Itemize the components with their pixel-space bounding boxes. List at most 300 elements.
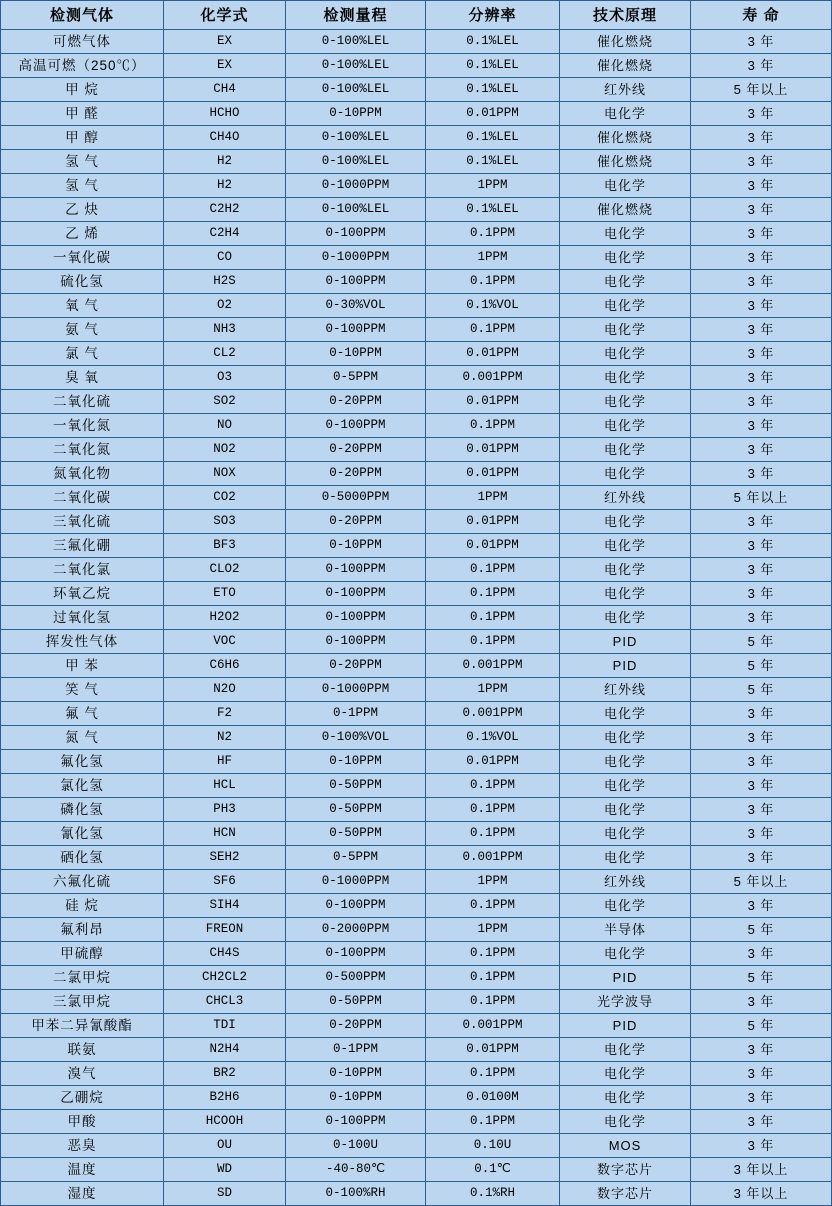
cell-range: 0-100PPM xyxy=(286,318,426,342)
table-row xyxy=(1,366,832,390)
cell-gas-name: 甲苯二异氰酸酯 xyxy=(1,1014,164,1038)
cell-lifespan: 3 年 xyxy=(691,726,832,750)
cell-resolution: 0.01PPM xyxy=(426,102,560,126)
table-row xyxy=(1,342,832,366)
cell-range: -40-80℃ xyxy=(286,1158,426,1182)
cell-gas-name: 氢 气 xyxy=(1,150,164,174)
cell-gas-name: 氟 气 xyxy=(1,702,164,726)
cell-formula: VOC xyxy=(164,630,286,654)
cell-range: 0-100PPM xyxy=(286,270,426,294)
cell-gas-name: 甲 醛 xyxy=(1,102,164,126)
cell-range: 0-100PPM xyxy=(286,606,426,630)
cell-gas-name: 甲硫醇 xyxy=(1,942,164,966)
cell-resolution: 0.1%LEL xyxy=(426,150,560,174)
table-row xyxy=(1,798,832,822)
cell-lifespan: 3 年 xyxy=(691,990,832,1014)
cell-formula: CH4S xyxy=(164,942,286,966)
cell-formula: WD xyxy=(164,1158,286,1182)
cell-lifespan: 3 年 xyxy=(691,318,832,342)
cell-lifespan: 3 年 xyxy=(691,798,832,822)
cell-principle: 电化学 xyxy=(560,438,691,462)
cell-formula: BR2 xyxy=(164,1062,286,1086)
cell-formula: SO2 xyxy=(164,390,286,414)
cell-gas-name: 笑 气 xyxy=(1,678,164,702)
cell-resolution: 1PPM xyxy=(426,918,560,942)
cell-principle: 红外线 xyxy=(560,486,691,510)
cell-formula: CH4O xyxy=(164,126,286,150)
cell-principle: 电化学 xyxy=(560,798,691,822)
cell-principle: 数字芯片 xyxy=(560,1182,691,1206)
cell-principle: 催化燃烧 xyxy=(560,150,691,174)
cell-resolution: 0.1PPM xyxy=(426,966,560,990)
cell-lifespan: 3 年 xyxy=(691,582,832,606)
cell-lifespan: 3 年 xyxy=(691,1062,832,1086)
cell-range: 0-100%VOL xyxy=(286,726,426,750)
table-row xyxy=(1,1110,832,1134)
table-row xyxy=(1,54,832,78)
cell-formula: SIH4 xyxy=(164,894,286,918)
cell-gas-name: 乙硼烷 xyxy=(1,1086,164,1110)
cell-formula: EX xyxy=(164,54,286,78)
cell-range: 0-50PPM xyxy=(286,822,426,846)
cell-range: 0-50PPM xyxy=(286,798,426,822)
table-row xyxy=(1,654,832,678)
column-header-formula: 化学式 xyxy=(164,1,286,30)
cell-formula: FREON xyxy=(164,918,286,942)
table-row xyxy=(1,294,832,318)
cell-formula: H2 xyxy=(164,174,286,198)
cell-resolution: 1PPM xyxy=(426,678,560,702)
cell-principle: 红外线 xyxy=(560,870,691,894)
cell-lifespan: 5 年 xyxy=(691,678,832,702)
cell-principle: 催化燃烧 xyxy=(560,198,691,222)
cell-gas-name: 氯化氢 xyxy=(1,774,164,798)
cell-gas-name: 氟利昂 xyxy=(1,918,164,942)
cell-lifespan: 3 年 xyxy=(691,222,832,246)
cell-resolution: 0.01PPM xyxy=(426,1038,560,1062)
cell-formula: HCN xyxy=(164,822,286,846)
cell-principle: 电化学 xyxy=(560,726,691,750)
cell-resolution: 0.01PPM xyxy=(426,462,560,486)
table-row xyxy=(1,270,832,294)
cell-lifespan: 3 年以上 xyxy=(691,1158,832,1182)
cell-gas-name: 甲 醇 xyxy=(1,126,164,150)
table-row xyxy=(1,414,832,438)
cell-resolution: 0.1%LEL xyxy=(426,126,560,150)
cell-gas-name: 氰化氢 xyxy=(1,822,164,846)
cell-resolution: 0.0100M xyxy=(426,1086,560,1110)
cell-formula: C6H6 xyxy=(164,654,286,678)
cell-lifespan: 3 年 xyxy=(691,246,832,270)
cell-lifespan: 3 年 xyxy=(691,126,832,150)
cell-range: 0-100%LEL xyxy=(286,150,426,174)
table-row xyxy=(1,126,832,150)
cell-formula: H2 xyxy=(164,150,286,174)
cell-range: 0-20PPM xyxy=(286,462,426,486)
cell-formula: TDI xyxy=(164,1014,286,1038)
cell-formula: C2H2 xyxy=(164,198,286,222)
cell-range: 0-1000PPM xyxy=(286,678,426,702)
cell-formula: SEH2 xyxy=(164,846,286,870)
cell-lifespan: 3 年 xyxy=(691,1086,832,1110)
cell-resolution: 0.1PPM xyxy=(426,990,560,1014)
cell-range: 0-20PPM xyxy=(286,438,426,462)
cell-principle: 电化学 xyxy=(560,246,691,270)
cell-principle: 电化学 xyxy=(560,174,691,198)
cell-gas-name: 二氧化氮 xyxy=(1,438,164,462)
cell-formula: EX xyxy=(164,30,286,54)
cell-principle: 半导体 xyxy=(560,918,691,942)
table-row xyxy=(1,702,832,726)
cell-lifespan: 3 年 xyxy=(691,774,832,798)
cell-lifespan: 3 年 xyxy=(691,438,832,462)
cell-lifespan: 3 年 xyxy=(691,102,832,126)
cell-resolution: 0.01PPM xyxy=(426,342,560,366)
cell-principle: 电化学 xyxy=(560,534,691,558)
table-row xyxy=(1,1134,832,1158)
cell-principle: 电化学 xyxy=(560,1038,691,1062)
cell-resolution: 0.1%LEL xyxy=(426,78,560,102)
cell-gas-name: 甲 苯 xyxy=(1,654,164,678)
cell-formula: HF xyxy=(164,750,286,774)
cell-gas-name: 环氧乙烷 xyxy=(1,582,164,606)
cell-resolution: 0.001PPM xyxy=(426,1014,560,1038)
table-row xyxy=(1,942,832,966)
cell-range: 0-20PPM xyxy=(286,654,426,678)
cell-formula: NOX xyxy=(164,462,286,486)
cell-gas-name: 二氯甲烷 xyxy=(1,966,164,990)
cell-formula: CHCL3 xyxy=(164,990,286,1014)
cell-lifespan: 3 年以上 xyxy=(691,1182,832,1206)
cell-range: 0-10PPM xyxy=(286,1086,426,1110)
cell-principle: 电化学 xyxy=(560,366,691,390)
cell-resolution: 0.1PPM xyxy=(426,558,560,582)
table-row xyxy=(1,1158,832,1182)
cell-resolution: 0.1PPM xyxy=(426,414,560,438)
cell-gas-name: 氮氧化物 xyxy=(1,462,164,486)
cell-principle: 电化学 xyxy=(560,222,691,246)
cell-formula: N2 xyxy=(164,726,286,750)
cell-formula: CH2CL2 xyxy=(164,966,286,990)
cell-formula: F2 xyxy=(164,702,286,726)
cell-range: 0-1PPM xyxy=(286,1038,426,1062)
cell-range: 0-1000PPM xyxy=(286,870,426,894)
cell-lifespan: 3 年 xyxy=(691,1038,832,1062)
table-row xyxy=(1,1062,832,1086)
cell-lifespan: 3 年 xyxy=(691,822,832,846)
table-row xyxy=(1,78,832,102)
cell-principle: 电化学 xyxy=(560,774,691,798)
cell-resolution: 1PPM xyxy=(426,174,560,198)
cell-range: 0-20PPM xyxy=(286,510,426,534)
table-row xyxy=(1,318,832,342)
cell-lifespan: 3 年 xyxy=(691,294,832,318)
cell-formula: C2H4 xyxy=(164,222,286,246)
cell-gas-name: 联氨 xyxy=(1,1038,164,1062)
cell-gas-name: 硫化氢 xyxy=(1,270,164,294)
cell-lifespan: 3 年 xyxy=(691,414,832,438)
table-row xyxy=(1,462,832,486)
cell-resolution: 0.1PPM xyxy=(426,798,560,822)
cell-principle: 催化燃烧 xyxy=(560,126,691,150)
cell-gas-name: 三氧化硫 xyxy=(1,510,164,534)
cell-lifespan: 3 年 xyxy=(691,534,832,558)
cell-resolution: 0.01PPM xyxy=(426,534,560,558)
cell-principle: 红外线 xyxy=(560,678,691,702)
column-header-lifespan: 寿 命 xyxy=(691,1,832,30)
table-row xyxy=(1,150,832,174)
cell-resolution: 0.001PPM xyxy=(426,846,560,870)
cell-principle: 电化学 xyxy=(560,342,691,366)
cell-lifespan: 5 年以上 xyxy=(691,78,832,102)
cell-lifespan: 5 年 xyxy=(691,654,832,678)
table-row xyxy=(1,918,832,942)
cell-formula: N2H4 xyxy=(164,1038,286,1062)
table-row xyxy=(1,606,832,630)
cell-resolution: 0.1PPM xyxy=(426,1062,560,1086)
cell-gas-name: 挥发性气体 xyxy=(1,630,164,654)
cell-range: 0-50PPM xyxy=(286,774,426,798)
table-row xyxy=(1,1014,832,1038)
cell-range: 0-100PPM xyxy=(286,558,426,582)
cell-range: 0-5000PPM xyxy=(286,486,426,510)
cell-range: 0-100%LEL xyxy=(286,198,426,222)
table-row xyxy=(1,534,832,558)
cell-formula: O2 xyxy=(164,294,286,318)
cell-lifespan: 3 年 xyxy=(691,198,832,222)
cell-lifespan: 3 年 xyxy=(691,30,832,54)
cell-principle: 红外线 xyxy=(560,78,691,102)
cell-range: 0-100PPM xyxy=(286,222,426,246)
cell-gas-name: 乙 烯 xyxy=(1,222,164,246)
table-row xyxy=(1,774,832,798)
cell-lifespan: 3 年 xyxy=(691,462,832,486)
cell-gas-name: 氯 气 xyxy=(1,342,164,366)
cell-formula: CO2 xyxy=(164,486,286,510)
cell-range: 0-100%LEL xyxy=(286,54,426,78)
cell-resolution: 0.1%RH xyxy=(426,1182,560,1206)
cell-resolution: 0.01PPM xyxy=(426,510,560,534)
cell-lifespan: 3 年 xyxy=(691,606,832,630)
table-row xyxy=(1,846,832,870)
table-row xyxy=(1,390,832,414)
cell-range: 0-100PPM xyxy=(286,942,426,966)
table-row xyxy=(1,222,832,246)
cell-lifespan: 3 年 xyxy=(691,510,832,534)
cell-range: 0-10PPM xyxy=(286,102,426,126)
cell-lifespan: 3 年 xyxy=(691,1134,832,1158)
cell-range: 0-2000PPM xyxy=(286,918,426,942)
cell-principle: 电化学 xyxy=(560,702,691,726)
table-header-row xyxy=(1,1,832,30)
cell-principle: 电化学 xyxy=(560,606,691,630)
cell-lifespan: 3 年 xyxy=(691,750,832,774)
cell-lifespan: 5 年 xyxy=(691,918,832,942)
table-row xyxy=(1,966,832,990)
cell-formula: BF3 xyxy=(164,534,286,558)
cell-formula: N2O xyxy=(164,678,286,702)
cell-formula: PH3 xyxy=(164,798,286,822)
cell-resolution: 0.001PPM xyxy=(426,654,560,678)
cell-resolution: 0.01PPM xyxy=(426,438,560,462)
table-row xyxy=(1,990,832,1014)
cell-range: 0-50PPM xyxy=(286,990,426,1014)
cell-lifespan: 3 年 xyxy=(691,366,832,390)
column-header-range: 检测量程 xyxy=(286,1,426,30)
cell-lifespan: 3 年 xyxy=(691,702,832,726)
table-row xyxy=(1,246,832,270)
table-row xyxy=(1,750,832,774)
table-row xyxy=(1,198,832,222)
cell-formula: SD xyxy=(164,1182,286,1206)
cell-formula: ETO xyxy=(164,582,286,606)
column-header-principle: 技术原理 xyxy=(560,1,691,30)
cell-principle: 催化燃烧 xyxy=(560,54,691,78)
table-row xyxy=(1,438,832,462)
cell-principle: 催化燃烧 xyxy=(560,30,691,54)
table-row xyxy=(1,30,832,54)
cell-resolution: 0.1PPM xyxy=(426,606,560,630)
cell-resolution: 1PPM xyxy=(426,246,560,270)
cell-gas-name: 六氟化硫 xyxy=(1,870,164,894)
cell-formula: NH3 xyxy=(164,318,286,342)
cell-range: 0-100PPM xyxy=(286,630,426,654)
table-row xyxy=(1,870,832,894)
cell-formula: CO xyxy=(164,246,286,270)
cell-gas-name: 二氧化碳 xyxy=(1,486,164,510)
table-row xyxy=(1,1086,832,1110)
cell-lifespan: 5 年 xyxy=(691,630,832,654)
cell-principle: 电化学 xyxy=(560,558,691,582)
cell-gas-name: 过氧化氢 xyxy=(1,606,164,630)
cell-gas-name: 三氟化硼 xyxy=(1,534,164,558)
cell-lifespan: 3 年 xyxy=(691,270,832,294)
cell-principle: 电化学 xyxy=(560,582,691,606)
cell-resolution: 0.1PPM xyxy=(426,942,560,966)
table-row xyxy=(1,510,832,534)
cell-principle: 光学波导 xyxy=(560,990,691,1014)
table-row xyxy=(1,558,832,582)
cell-gas-name: 氮 气 xyxy=(1,726,164,750)
cell-gas-name: 甲酸 xyxy=(1,1110,164,1134)
cell-principle: 电化学 xyxy=(560,942,691,966)
cell-resolution: 0.1PPM xyxy=(426,774,560,798)
cell-range: 0-10PPM xyxy=(286,342,426,366)
cell-range: 0-5PPM xyxy=(286,366,426,390)
cell-resolution: 0.10U xyxy=(426,1134,560,1158)
cell-range: 0-100U xyxy=(286,1134,426,1158)
cell-formula: CLO2 xyxy=(164,558,286,582)
cell-gas-name: 氧 气 xyxy=(1,294,164,318)
cell-gas-name: 二氧化硫 xyxy=(1,390,164,414)
cell-principle: 电化学 xyxy=(560,102,691,126)
cell-gas-name: 一氧化氮 xyxy=(1,414,164,438)
cell-lifespan: 3 年 xyxy=(691,1110,832,1134)
cell-range: 0-100PPM xyxy=(286,582,426,606)
cell-principle: PID xyxy=(560,630,691,654)
table-row xyxy=(1,894,832,918)
cell-formula: O3 xyxy=(164,366,286,390)
cell-range: 0-10PPM xyxy=(286,750,426,774)
cell-range: 0-1PPM xyxy=(286,702,426,726)
cell-formula: HCHO xyxy=(164,102,286,126)
cell-formula: NO2 xyxy=(164,438,286,462)
cell-range: 0-100%LEL xyxy=(286,78,426,102)
cell-principle: 电化学 xyxy=(560,510,691,534)
table-row xyxy=(1,1038,832,1062)
cell-gas-name: 三氯甲烷 xyxy=(1,990,164,1014)
cell-gas-name: 湿度 xyxy=(1,1182,164,1206)
cell-resolution: 0.1%LEL xyxy=(426,198,560,222)
table-row xyxy=(1,726,832,750)
cell-resolution: 0.1%VOL xyxy=(426,726,560,750)
cell-principle: 电化学 xyxy=(560,414,691,438)
cell-resolution: 1PPM xyxy=(426,486,560,510)
cell-principle: 电化学 xyxy=(560,822,691,846)
column-header-resolution: 分辨率 xyxy=(426,1,560,30)
cell-lifespan: 5 年 xyxy=(691,1014,832,1038)
cell-gas-name: 恶臭 xyxy=(1,1134,164,1158)
cell-range: 0-100PPM xyxy=(286,894,426,918)
cell-range: 0-1000PPM xyxy=(286,174,426,198)
table-row xyxy=(1,174,832,198)
table-header xyxy=(1,1,832,30)
cell-lifespan: 3 年 xyxy=(691,342,832,366)
cell-gas-name: 可燃气体 xyxy=(1,30,164,54)
cell-formula: SO3 xyxy=(164,510,286,534)
table-row xyxy=(1,486,832,510)
cell-formula: OU xyxy=(164,1134,286,1158)
cell-principle: PID xyxy=(560,966,691,990)
cell-lifespan: 3 年 xyxy=(691,150,832,174)
cell-resolution: 1PPM xyxy=(426,870,560,894)
cell-principle: 电化学 xyxy=(560,270,691,294)
table-row xyxy=(1,1182,832,1206)
cell-gas-name: 臭 氧 xyxy=(1,366,164,390)
cell-lifespan: 3 年 xyxy=(691,942,832,966)
cell-resolution: 0.1%LEL xyxy=(426,54,560,78)
cell-range: 0-100PPM xyxy=(286,414,426,438)
cell-resolution: 0.1%VOL xyxy=(426,294,560,318)
cell-resolution: 0.1PPM xyxy=(426,270,560,294)
cell-gas-name: 磷化氢 xyxy=(1,798,164,822)
cell-range: 0-5PPM xyxy=(286,846,426,870)
cell-range: 0-100%LEL xyxy=(286,126,426,150)
cell-range: 0-30%VOL xyxy=(286,294,426,318)
cell-gas-name: 氨 气 xyxy=(1,318,164,342)
cell-resolution: 0.1PPM xyxy=(426,222,560,246)
column-header-gas-name: 检测气体 xyxy=(1,1,164,30)
cell-principle: 电化学 xyxy=(560,846,691,870)
cell-range: 0-10PPM xyxy=(286,534,426,558)
cell-formula: H2S xyxy=(164,270,286,294)
cell-resolution: 0.1PPM xyxy=(426,318,560,342)
cell-resolution: 0.1PPM xyxy=(426,1110,560,1134)
cell-principle: PID xyxy=(560,1014,691,1038)
cell-gas-name: 一氧化碳 xyxy=(1,246,164,270)
cell-principle: 电化学 xyxy=(560,750,691,774)
cell-principle: 电化学 xyxy=(560,318,691,342)
cell-gas-name: 乙 炔 xyxy=(1,198,164,222)
cell-principle: 电化学 xyxy=(560,894,691,918)
cell-formula: SF6 xyxy=(164,870,286,894)
cell-lifespan: 3 年 xyxy=(691,390,832,414)
cell-principle: 电化学 xyxy=(560,1110,691,1134)
cell-lifespan: 3 年 xyxy=(691,846,832,870)
table-body xyxy=(1,30,832,1206)
cell-lifespan: 3 年 xyxy=(691,558,832,582)
cell-gas-name: 二氧化氯 xyxy=(1,558,164,582)
